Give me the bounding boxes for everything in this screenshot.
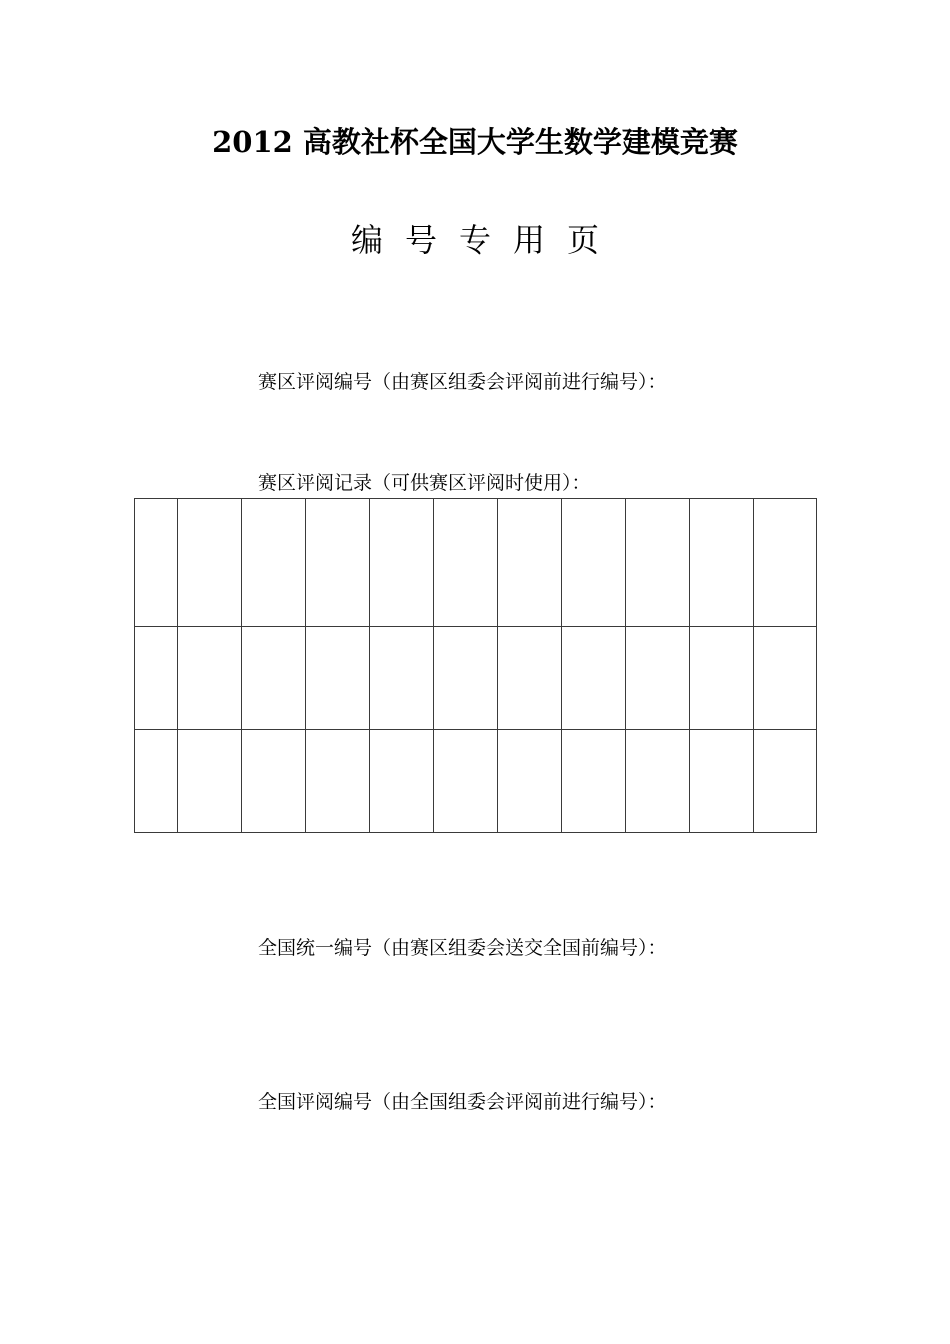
subtitle-char: 页 — [567, 221, 600, 259]
page-title: 2012 高教社杯全国大学生数学建模竞赛 — [212, 125, 738, 159]
subtitle-char: 专 — [458, 221, 491, 259]
table-row — [135, 627, 817, 730]
table-cell[interactable] — [434, 627, 498, 730]
table-cell[interactable] — [754, 499, 817, 627]
table-cell[interactable] — [306, 499, 370, 627]
table-cell[interactable] — [135, 499, 178, 627]
table-cell[interactable] — [498, 499, 562, 627]
national-unified-number-label: 全国统一编号（由赛区组委会送交全国前编号）： — [258, 937, 667, 959]
table-row — [135, 730, 817, 833]
table-cell[interactable] — [690, 499, 754, 627]
table-cell[interactable] — [178, 627, 242, 730]
table-cell[interactable] — [178, 730, 242, 833]
table-cell[interactable] — [178, 499, 242, 627]
table-cell[interactable] — [370, 730, 434, 833]
division-review-number-label: 赛区评阅编号（由赛区组委会评阅前进行编号）： — [258, 371, 667, 393]
table-cell[interactable] — [626, 730, 690, 833]
table-cell[interactable] — [434, 499, 498, 627]
table-cell[interactable] — [626, 499, 690, 627]
table-cell[interactable] — [242, 730, 306, 833]
table-cell[interactable] — [562, 499, 626, 627]
table-cell[interactable] — [306, 627, 370, 730]
subtitle-char: 编 — [350, 221, 383, 259]
table-cell[interactable] — [498, 627, 562, 730]
table-cell[interactable] — [754, 627, 817, 730]
subtitle-char: 号 — [404, 221, 437, 259]
table-cell[interactable] — [690, 627, 754, 730]
table-cell[interactable] — [370, 627, 434, 730]
table-cell[interactable] — [242, 499, 306, 627]
table-cell[interactable] — [434, 730, 498, 833]
table-row — [135, 499, 817, 627]
subtitle-char: 用 — [513, 221, 546, 259]
table-cell[interactable] — [135, 730, 178, 833]
table-cell[interactable] — [135, 627, 178, 730]
table-cell[interactable] — [562, 730, 626, 833]
division-review-record-label: 赛区评阅记录（可供赛区评阅时使用）： — [258, 472, 591, 494]
table-cell[interactable] — [562, 627, 626, 730]
table-cell[interactable] — [626, 627, 690, 730]
table-cell[interactable] — [370, 499, 434, 627]
table-cell[interactable] — [498, 730, 562, 833]
table-cell[interactable] — [690, 730, 754, 833]
page-subtitle — [0, 218, 950, 262]
review-record-table — [134, 498, 817, 833]
national-review-number-label: 全国评阅编号（由全国组委会评阅前进行编号）： — [258, 1091, 667, 1113]
table-cell[interactable] — [242, 627, 306, 730]
table-cell[interactable] — [754, 730, 817, 833]
table-cell[interactable] — [306, 730, 370, 833]
